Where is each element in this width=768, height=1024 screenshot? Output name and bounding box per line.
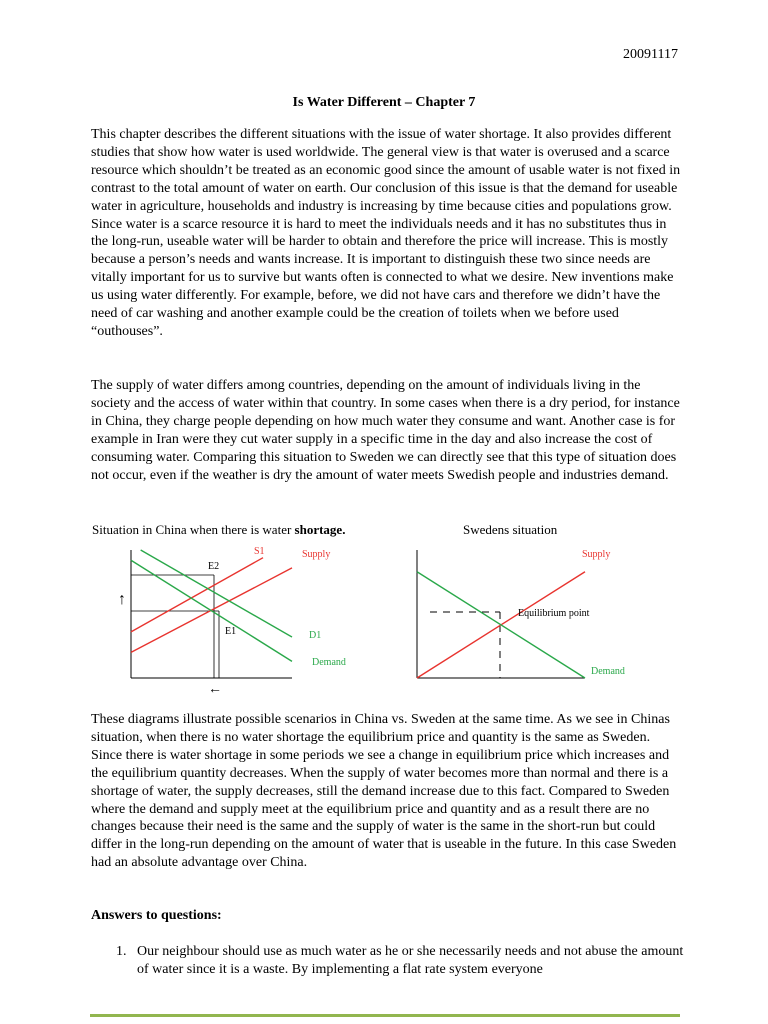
sweden-chart-title: Swedens situation [463, 522, 558, 537]
china-up-arrow: ↑ [118, 591, 126, 608]
china-demand-label: Demand [312, 657, 346, 668]
china-e2-label: E2 [208, 561, 220, 572]
china-chart [112, 540, 362, 700]
sweden-supply-label: Supply [582, 549, 611, 560]
answers-heading: Answers to questions: [91, 908, 222, 923]
china-chart-title [92, 522, 345, 538]
china-chart-title-plain: Situation in China when there is water [92, 522, 295, 537]
answer-item [116, 943, 684, 979]
china-supply-label: Supply [302, 549, 331, 560]
sweden-demand-label: Demand [591, 666, 625, 677]
sweden-chart [400, 540, 650, 700]
answer-text: Our neighbour should use as much water as he or she necessarily needs and not abuse the amount of water since it is a waste. By implementing a flat rate system everyone [137, 944, 684, 977]
china-s1-label: S1 [254, 546, 265, 557]
china-e1-label: E1 [225, 626, 237, 637]
china-s1-line [131, 558, 263, 632]
paragraph-diagram-analysis: These diagrams illustrate possible scenarios in China vs. Sweden at the same time. As we see in Chinas situation, when there is no water shortage the equilibrium price and quantity is the same as Sweden. Since there is water shortage in some periods we see a change in equilibrium price which increases and the equilibrium quantity decreases. When the supply of water becomes more than normal and there is a shortage of water, the supply decreases, still the demand increase due to this fact. Compared to Sweden where the demand and supply meet at the equilibrium price and quantity and as a result there are no changes because their need is the same and the supply of water is the same in the short-run but could differ in the long-run depending on the amount of water that is useable in the future. In this case Sweden had an absolute advantage over China. [91, 712, 677, 871]
paragraph-supply: The supply of water differs among countries, depending on the amount of individuals living in the society and the access of water within that country. In some cases when there is a dry period, for instance in China, they charge people depending on how much water they consume and want. Another case is for example in Iran were they cut water supply in a specific time in the day and also increase the cost of consuming water. Comparing this situation to Sweden we can directly see that this type of situation does not occur, even if the weather is dry the amount of water meets Swedish people and industries demand. [91, 378, 680, 483]
footer-rule [90, 1014, 680, 1017]
china-d1-label: D1 [309, 630, 322, 641]
document-number: 20091117 [623, 47, 678, 62]
sweden-equilibrium-label: Equilibrium point [518, 608, 590, 619]
paragraph-intro: This chapter describes the different situations with the issue of water shortage. It also provides different studies that show how water is used worldwide. The general view is that water is overused and a scarce resource which shouldn’t be treated as an economic good since the amount of usable water is not fixed in contrast to the total amount of water on earth. Our conclusion of this issue is that the demand for useable water in agriculture, households and industry is increasing by time because cities and populations grow. Since water is a scarce resource it is hard to meet the individuals needs and it has no substitutes thus in the long-run, useable water will be harder to obtain and therefore the price will increase. This is mostly because a person’s needs and wants increase. It is important to distinguish these two since needs are vitally important for us to survive but wants often is connected to what we desire. New inventions make us using water differently. For example, before, we did not have cars and therefore we didn’t have the need of car washing and another example could be the creation of toilets when we before used “outhouses”. [91, 127, 681, 339]
answer-number: 1. [116, 944, 127, 959]
china-chart-title-bold: shortage. [294, 522, 346, 537]
page-title: Is Water Different – Chapter 7 [292, 95, 476, 110]
china-left-arrow: ← [208, 682, 222, 697]
